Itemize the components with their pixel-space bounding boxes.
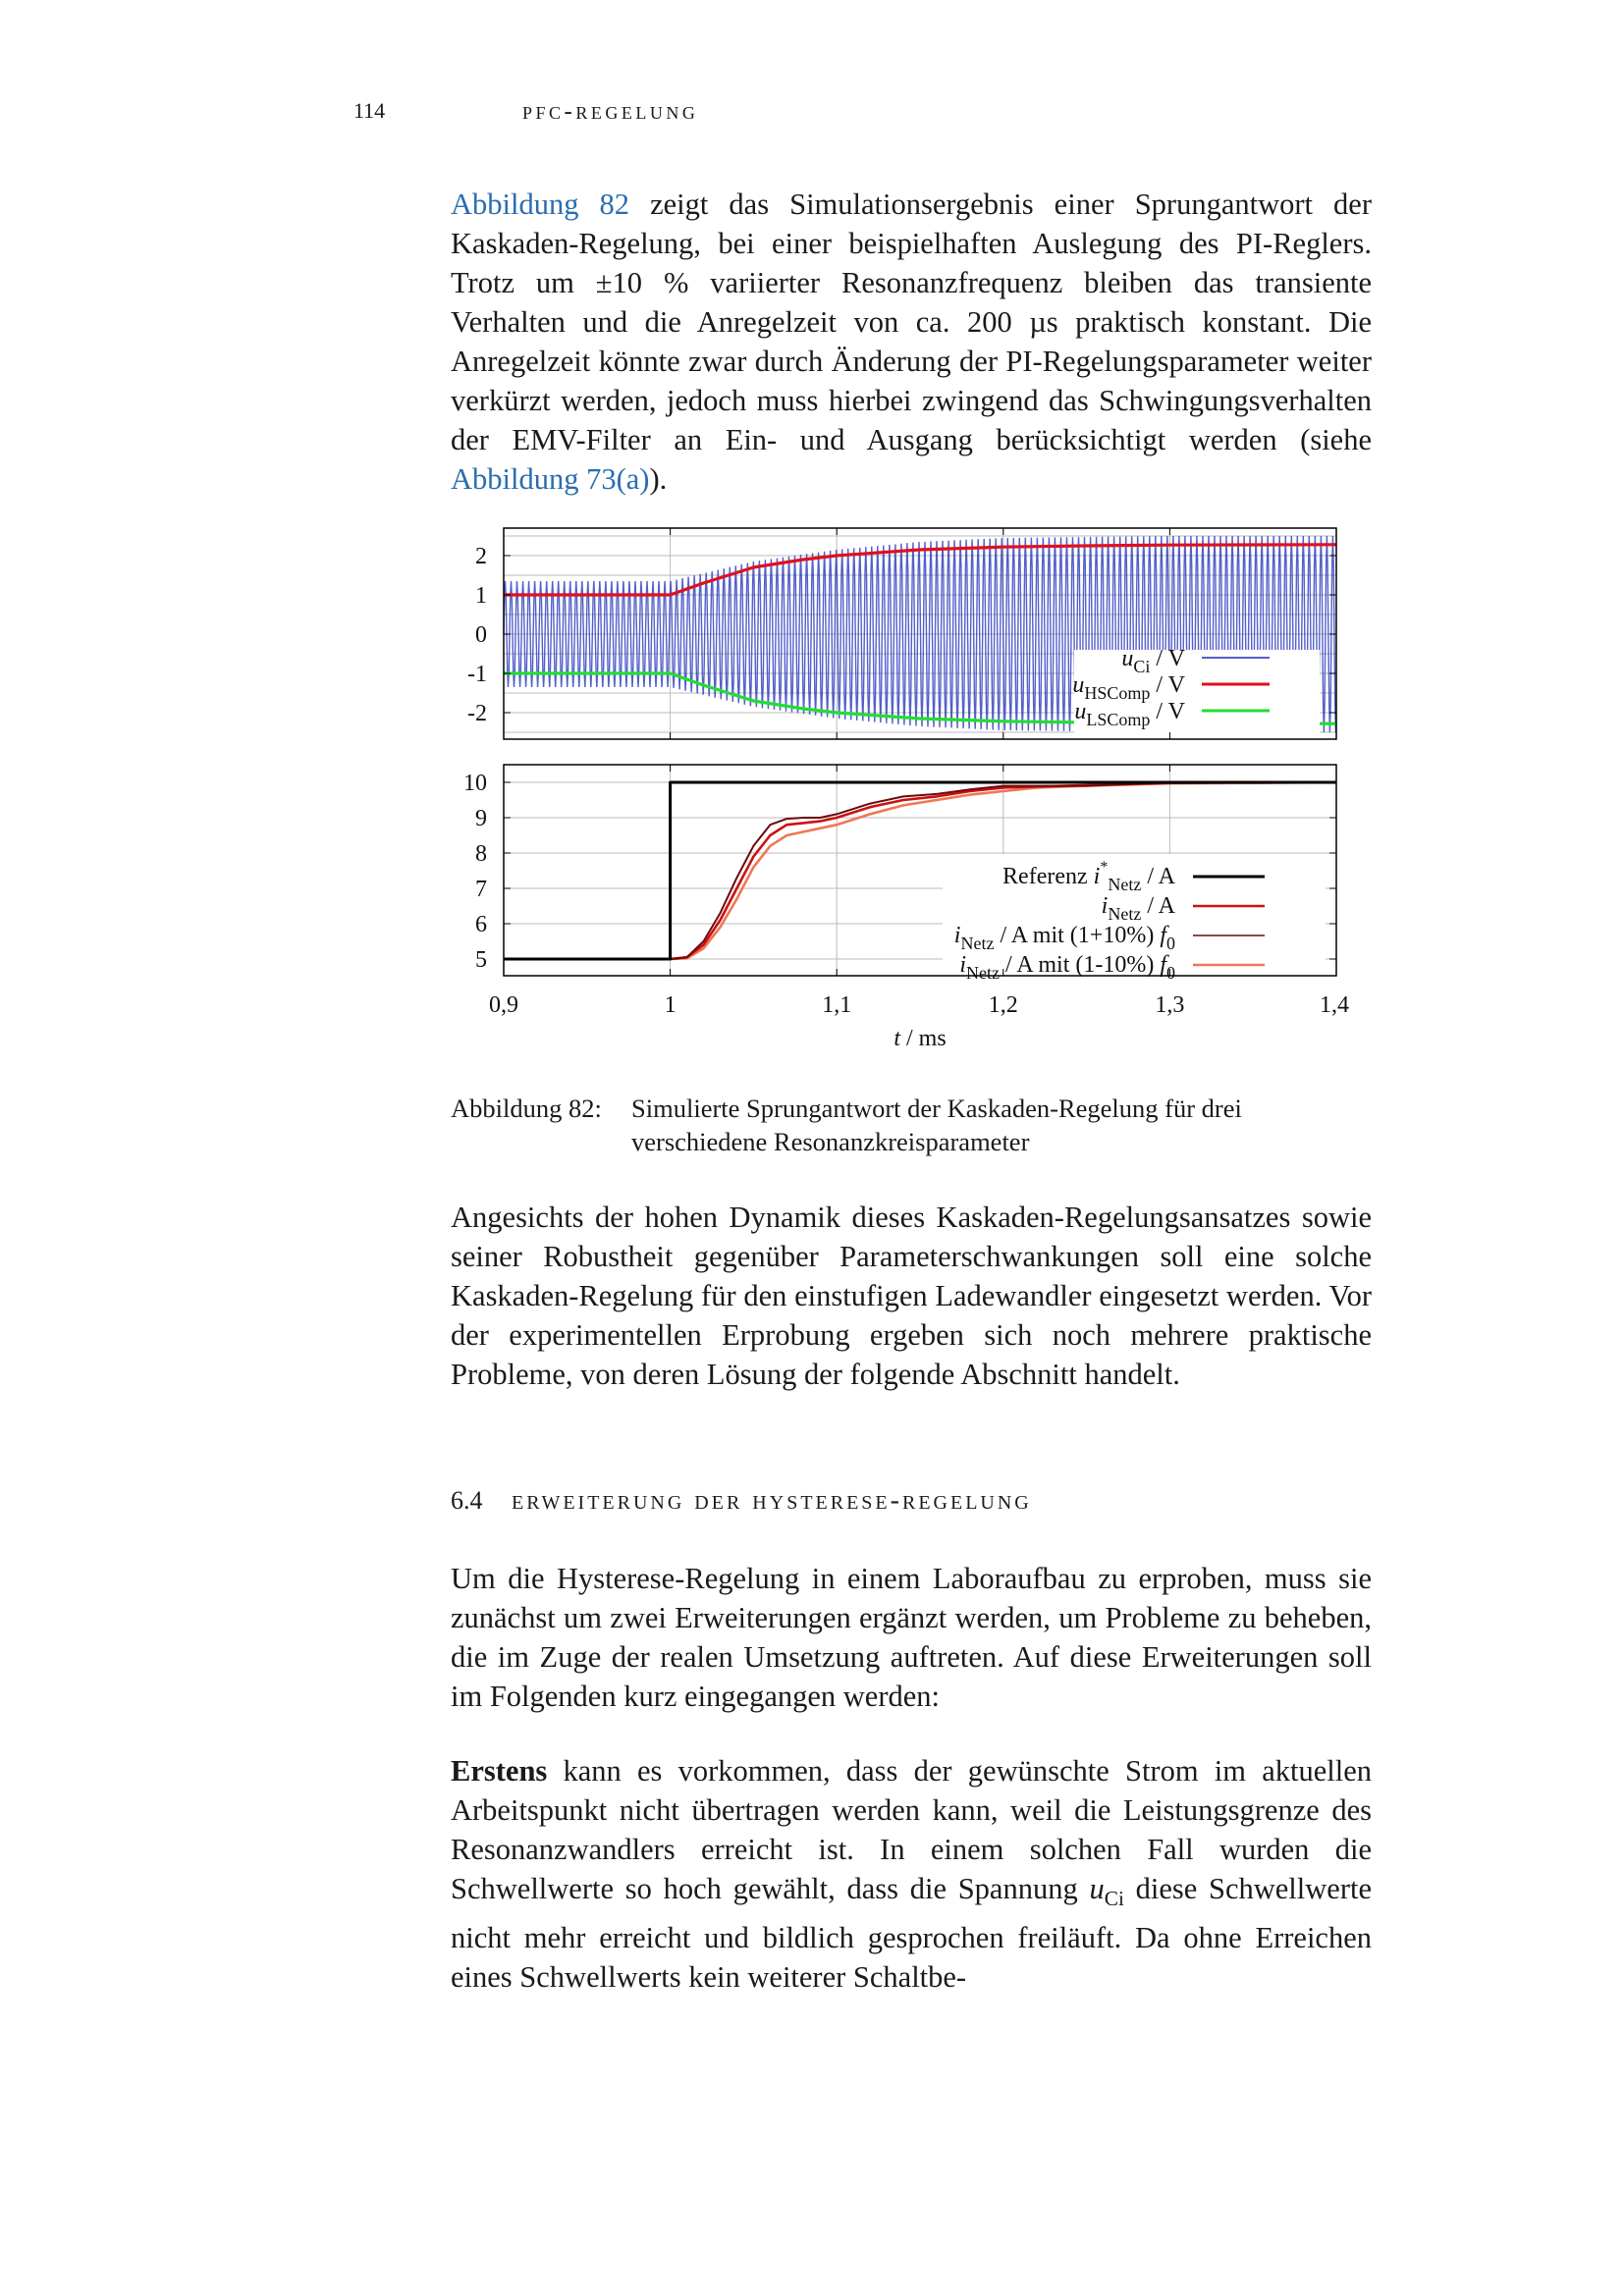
- figure-link-82[interactable]: Abbildung 82: [451, 187, 630, 221]
- paragraph-4-text-b: diese Schwellwerte nicht mehr erreicht und bildlich gesprochen freiläuft. Da ohne Erreichen eines Schwellwerts kein weiterer Schaltbe-: [451, 1872, 1372, 1995]
- caption-line-1: Simulierte Sprungantwort der Kaskaden-Regelung für drei: [631, 1094, 1242, 1123]
- caption-line-2: verschiedene Resonanzkreisparameter: [631, 1127, 1030, 1156]
- figure-caption: [451, 1092, 1372, 1158]
- svg-text:8: 8: [475, 841, 487, 867]
- svg-text:uHSComp / V: $u_{HSComp}$ / V: [1072, 672, 1185, 703]
- paragraph-2: [451, 1198, 1372, 1394]
- svg-text:6: 6: [475, 912, 487, 937]
- svg-text:0: 0: [475, 622, 487, 648]
- svg-text:0,9: 0,9: [489, 992, 518, 1018]
- bold-lead-word: Erstens: [451, 1754, 548, 1788]
- chapter-title: pfc-regelung: [522, 98, 699, 125]
- section-number: 6.4: [451, 1486, 483, 1515]
- svg-text:1,2: 1,2: [988, 992, 1018, 1018]
- section-title: erweiterung der hysterese-regelung: [512, 1485, 1032, 1516]
- paragraph-3-text: Um die Hysterese-Regelung in einem Laboraufbau zu erproben, muss sie zunächst um zwei Erweiterungen ergänzt werden, um Probleme zu beheben, die im Zuge der realen Umsetzung auftreten. Auf diese Erweiterungen soll im Folgenden kurz eingegangen werden:: [451, 1562, 1372, 1713]
- paragraph-3: [451, 1559, 1372, 1716]
- svg-text:t / ms: t / ms: [893, 1026, 947, 1051]
- current-plot: [463, 765, 1349, 1051]
- svg-text:1: 1: [475, 583, 487, 609]
- figure-link-73a[interactable]: Abbildung 73(a): [451, 462, 650, 496]
- caption-label: Abbildung 82:: [451, 1094, 602, 1123]
- svg-text:iNetz / A mit (1-10%) f0: $i_{Netz}$ / A mit (1-10%) $f_0$: [959, 952, 1175, 983]
- svg-text:uLSComp / V: $u_{LSComp}$ / V: [1074, 699, 1185, 729]
- svg-text:-1: -1: [467, 662, 487, 687]
- paragraph-1-end: ).: [649, 462, 668, 496]
- paragraph-4-text-a: kann es vorkommen, dass der gewünschte Strom im aktuellen Arbeitspunkt nicht übertragen werden kann, weil die Leistungsgrenze des Resonanzwandlers erreicht ist. In einem solchen Fall wurden die Schwellwerte so hoch gewählt, dass die Spannung: [451, 1754, 1372, 1905]
- svg-text:5: 5: [475, 947, 487, 973]
- figure-82: [432, 515, 1375, 1075]
- voltage-plot: [467, 528, 1336, 739]
- step-response-chart: [432, 515, 1375, 1075]
- svg-text:2: 2: [475, 544, 487, 569]
- svg-text:1,1: 1,1: [822, 992, 852, 1018]
- svg-text:7: 7: [475, 877, 487, 902]
- svg-text:1: 1: [664, 992, 677, 1018]
- svg-text:iNetz / A: $i_{Netz}$ / A: [1101, 893, 1175, 924]
- math-u-ci: $u_{Ci}$: [1089, 1872, 1124, 1911]
- paragraph-1: [451, 185, 1372, 499]
- paragraph-2-text: Angesichts der hohen Dynamik dieses Kaskaden-Regelungsansatzes sowie seiner Robustheit gegenüber Parameterschwankungen soll eine solche Kaskaden-Regelung für den einstufigen Ladewandler eingesetzt werden. Vor der experimentellen Erprobung ergeben sich noch mehrere praktische Probleme, von deren Lösung der folgende Abschnitt handelt.: [451, 1201, 1372, 1391]
- svg-text:-2: -2: [467, 701, 487, 726]
- svg-text:iNetz / A mit (1+10%) f0: $i_{Netz}$ / A mit (1+10%) $f_0$: [953, 923, 1175, 953]
- page-number: 114: [353, 98, 386, 123]
- svg-text:9: 9: [475, 806, 487, 831]
- paragraph-4: [451, 1751, 1372, 1997]
- svg-text:uCi / V: $u_{Ci}$ / V: [1121, 646, 1185, 676]
- svg-text:1,3: 1,3: [1155, 992, 1185, 1018]
- svg-text:Referenz i*Netz / A: Referenz $i^*_{Netz}$ / A: [1002, 859, 1175, 894]
- section-heading: [451, 1485, 1032, 1517]
- paragraph-1-text: zeigt das Simulationsergebnis einer Sprungantwort der Kaskaden-Regelung, bei einer beispielhaften Auslegung des PI-Reglers. Trotz um ±10 % variierter Resonanzfrequenz bleiben das transiente Verhalten und die Anregelzeit von ca. 200 µs praktisch konstant. Die Anregelzeit könnte zwar durch Änderung der PI-Regelungsparameter weiter verkürzt werden, jedoch muss hierbei zwingend das Schwingungsverhalten der EMV-Filter an Ein- und Ausgang berücksichtigt werden (siehe: [451, 187, 1372, 456]
- svg-text:10: 10: [463, 771, 487, 796]
- svg-text:1,4: 1,4: [1320, 992, 1349, 1018]
